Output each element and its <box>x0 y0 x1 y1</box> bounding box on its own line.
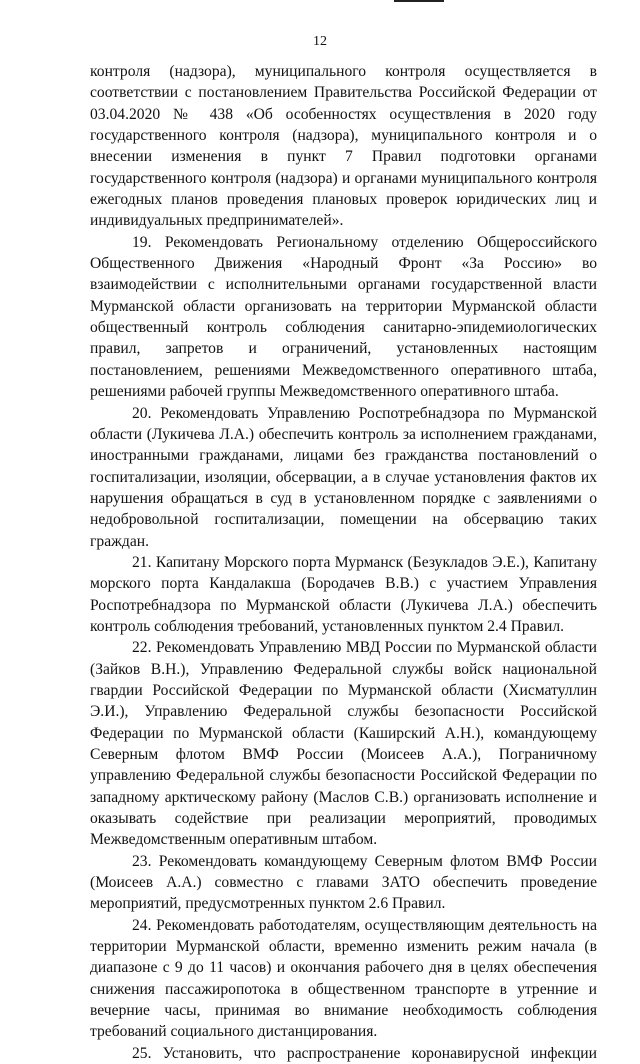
page-number: 12 <box>313 34 327 49</box>
paragraph-continued: контроля (надзора), муниципального контроля осуществляется в соответствии с постановлением Правительства Российской Федерации от 03.04.2020 № 438 «Об особенностях осуществления в 2020 году государственного контроля (надзора), муниципального контроля и о внесении изменения в пункт 7 Правил подготовки органами государственного контроля (надзора) и органами муниципального контроля ежегодных планов проведения плановых проверок юридических лиц и индивидуальных предпринимателей». <box>90 63 597 230</box>
paragraph-20: 20. Рекомендовать Управлению Роспотребнадзора по Мурманской области (Лукичева Л.А.) обеспечить контроль за исполнением гражданами, иностранными гражданами, лицами без гражданства постановлений о госпитализации, изоляции, обсервации, а в случае установления фактов их нарушения обращаться в суд в установленном порядке с заявлениями о недобровольной госпитализации, помещении на обсервацию таких граждан. <box>90 404 597 550</box>
paragraph-23: 23. Рекомендовать командующему Северным флотом ВМФ России (Моисеев А.А.) совместно с главами ЗАТО обеспечить проведение мероприятий, предусмотренных пунктом 2.6 Правил. <box>90 852 597 913</box>
paragraph-19: 19. Рекомендовать Региональному отделению Общероссийского Общественного Движения «Народный Фронт «За Россию» во взаимодействии с исполнительными органами государственной власти Мурманской области организовать на территории Мурманской области общественный контроль соблюдения санитарно-эпидемиологических правил, запретов и ограничений, установленных настоящим постановлением, решениями Межведомственного оперативного штаба, решениями рабочей группы Межведомственного оперативного штаба. <box>90 233 597 401</box>
header-rule <box>394 0 444 2</box>
paragraph-22: 22. Рекомендовать Управлению МВД России по Мурманской области (Зайков В.Н.), Управлению Федеральной службы войск национальной гвардии Российской Федерации по Мурманской области (Хисматуллин Э.И.), Управлению Федеральной службы безопасности Российской Федерации по Мурманской области (Каширский А.Н.), командующему Северным флотом ВМФ России (Моисеев А.А.), Пограничному управлению Федеральной службы безопасности Российской Федерации по западному арктическому району (Маслов С.В.) организовать исполнение и оказывать содействие при реализации мероприятий, проводимых Межведомственным оперативным штабом. <box>90 639 597 849</box>
paragraph-24: 24. Рекомендовать работодателям, осуществляющим деятельность на территории Мурманской области, временно изменить режим начала (в диапазоне с 9 до 11 часов) и окончания рабочего дня в целях обеспечения снижения пассажиропотока в общественном транспорте в утренние и вечерние часы, принимая во внимание необходимость соблюдения требований социального дистанцирования. <box>90 916 597 1041</box>
document-body <box>90 61 597 1064</box>
paragraph-21: 21. Капитану Морского порта Мурманск (Безукладов Э.Е.), Капитану морского порта Кандалакша (Бородачев В.В.) с участием Управления Роспотребнадзора по Мурманской области (Лукичева Л.А.) обеспечить контроль соблюдения требований, установленных пунктом 2.4 Правил. <box>90 553 597 635</box>
paragraph-25: 25. Установить, что распространение коронавирусной инфекции <box>132 1044 597 1062</box>
